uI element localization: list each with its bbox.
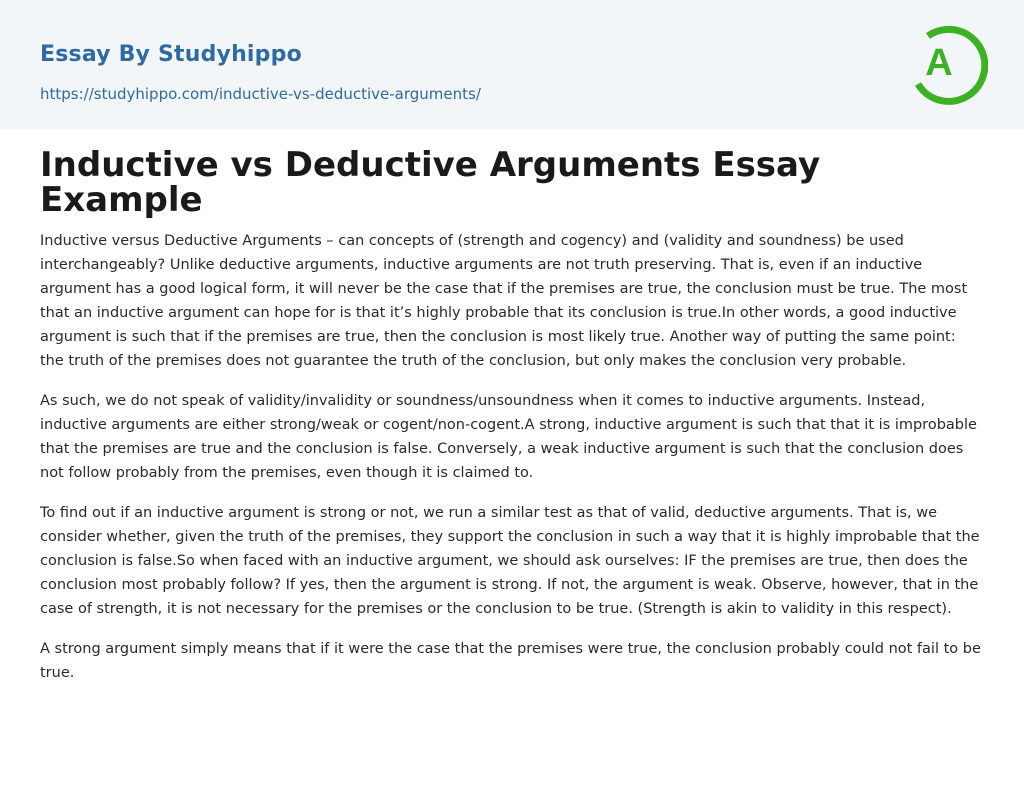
article-body: [40, 229, 984, 701]
site-header: [0, 0, 1024, 129]
logo-letter: A: [925, 42, 953, 84]
article-paragraph: A strong argument simply means that if it were the case that the premises were true, the conclusion probably could not fail to be true.: [40, 641, 981, 681]
article-paragraph: To find out if an inductive argument is strong or not, we run a similar test as that of valid, deductive arguments. That is, we consider whether, given the truth of the premises, they support the conclusion in such a way that it is highly improbable that the conclusion is false.So when faced with an inductive argument, we should ask ourselves: IF the premises are true, then does the conclusion most probably follow? If yes, then the argument is strong. If not, the argument is weak. Observe, however, that in the case of strength, it is not necessary for the premises or the conclusion to be true. (Strength is akin to validity in this respect).: [40, 505, 980, 617]
site-brand[interactable]: Essay By Studyhippo: [40, 42, 302, 67]
article-paragraph: As such, we do not speak of validity/invalidity or soundness/unsoundness when it comes to inductive arguments. Instead, inductive arguments are either strong/weak or cogent/non-cogent.A strong, inductive argument is such that that it is improbable that the premises are true and the conclusion is false. Conversely, a weak inductive argument is such that the conclusion does not follow probably from the premises, even though it is claimed to.: [40, 393, 977, 481]
article-url-link[interactable]: https://studyhippo.com/inductive-vs-deductive-arguments/: [40, 85, 481, 103]
article-paragraph: Inductive versus Deductive Arguments – can concepts of (strength and cogency) and (validity and soundness) be used interchangeably? Unlike deductive arguments, inductive arguments are not truth preserving. That is, even if an inductive argument has a good logical form, it will never be the case that if the premises are true, the conclusion must be true. The most that an inductive argument can hope for is that it’s highly probable that its conclusion is true.In other words, a good inductive argument is such that if the premises are true, then the conclusion is most likely true. Another way of putting the same point: the truth of the premises does not guarantee the truth of the conclusion, but only makes the conclusion very probable.: [40, 233, 968, 369]
page-title: Inductive vs Deductive Arguments Essay Example: [40, 145, 821, 220]
studyhippo-logo-icon[interactable]: [910, 19, 988, 105]
